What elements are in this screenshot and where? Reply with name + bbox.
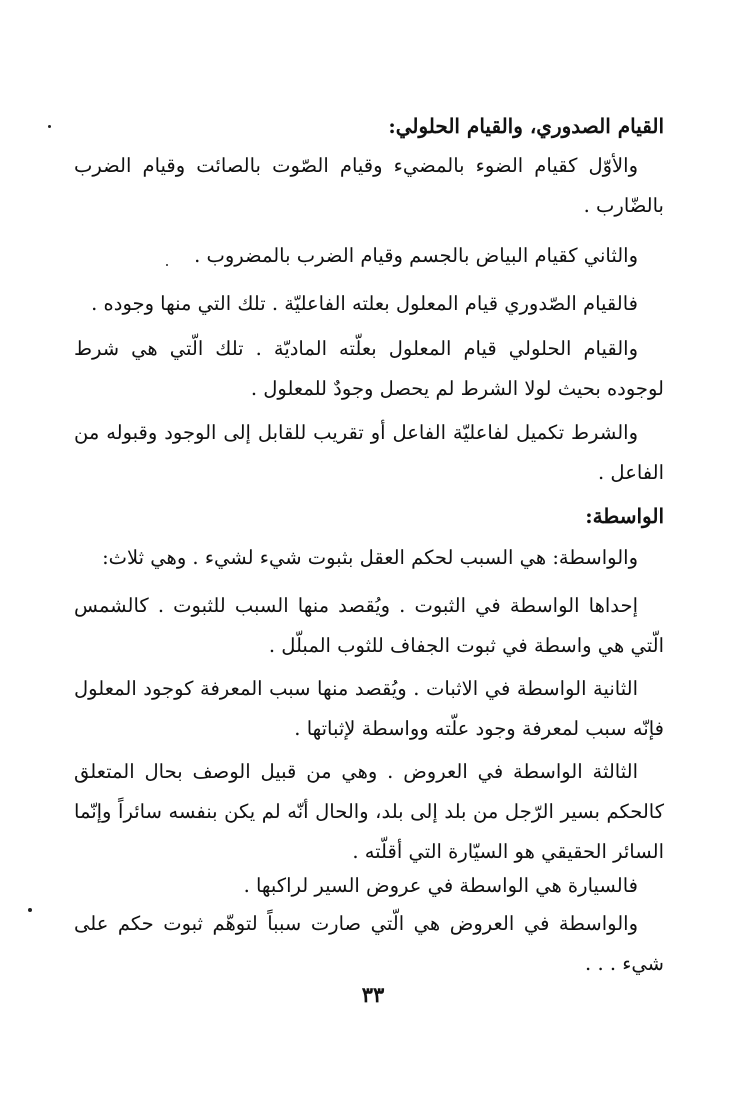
scan-speck bbox=[48, 125, 51, 128]
paragraph-first-type: والأوّل كقيام الضوء بالمضيء وقيام الصّوت بالصائت وقيام الضرب بالضّارب . bbox=[74, 154, 664, 217]
paragraph-second-type: والثاني كقيام البياض بالجسم وقيام الضرب بالمضروب . bbox=[194, 244, 638, 267]
paragraph-condition: والشرط تكميل لفاعليّة الفاعل أو تقريب للقابل إلى الوجود وقبوله من الفاعل . bbox=[74, 421, 664, 484]
paragraph-wasita-ithbat: الثانية الواسطة في الاثبات . ويُقصد منها سبب المعرفة كوجود المعلول فإنّه سبب لمعرفة وجود علّته وواسطة لإثباتها . bbox=[74, 677, 664, 740]
paragraph-wasita-urud: الثالثة الواسطة في العروض . وهي من قبيل الوصف بحال المتعلق كالحكم بسير الرّجل من بلد إلى بلد، والحال أنّه لم يكن بنفسه سائراً وإنّما السائر الحقيقي هو السيّارة التي أقلّته . bbox=[74, 760, 664, 863]
paragraph-car-example: فالسيارة هي الواسطة في عروض السير لراكبها . bbox=[243, 874, 638, 897]
paragraph-huluuli-definition: والقيام الحلولي قيام المعلول بعلّته الماديّة . تلك الّتي هي شرط لوجوده بحيث لولا الشرط لم يحصل وجودٌ للمعلول . bbox=[74, 337, 664, 400]
paragraph-urud-definition: والواسطة في العروض هي الّتي صارت سبباً لتوهّم ثبوت حكم على شيء . . . bbox=[74, 912, 664, 975]
paragraph-wasita-thubut: إحداها الواسطة في الثبوت . ويُقصد منها السبب للثبوت . كالشمس الّتي هي واسطة في ثبوت الجفاف للثوب المبلّل . bbox=[74, 594, 664, 657]
scan-speck bbox=[166, 264, 168, 266]
heading-sudoori-huluuli: القيام الصدوري، والقيام الحلولي: bbox=[388, 114, 664, 138]
paragraph-sudoori-definition: فالقيام الصّدوري قيام المعلول بعلته الفاعليّة . تلك التي منها وجوده . bbox=[91, 292, 638, 315]
page-number: ٣٣ bbox=[361, 982, 385, 1007]
paragraph-wasita-definition: والواسطة: هي السبب لحكم العقل بثبوت شيء لشيء . وهي ثلاث: bbox=[102, 546, 638, 569]
scan-speck bbox=[28, 908, 32, 912]
heading-wasita: الواسطة: bbox=[585, 504, 664, 528]
